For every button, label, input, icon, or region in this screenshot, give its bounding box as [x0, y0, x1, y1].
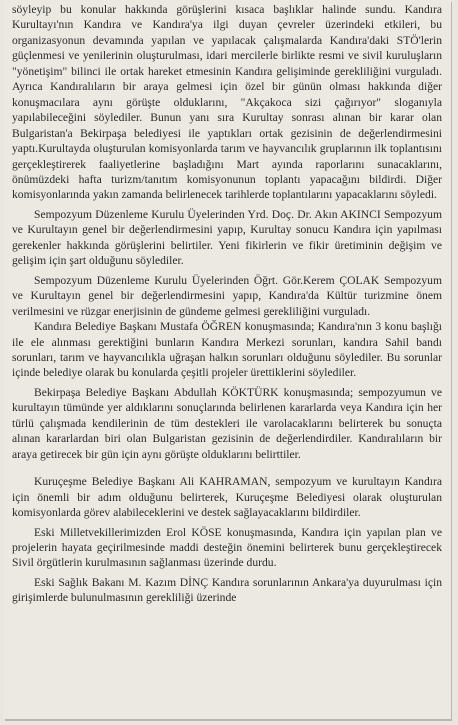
document-page: [4, 0, 451, 719]
paragraph-colak: Sempozyum Düzenleme Kurulu Üyelerinden Öğrt. Gör.Kerem ÇOLAK Sempozyum ve Kurultayın genel bir değerlendirmesini yapıp, Kandıra'da Kültür turizmine önem verilmesini ve rüzgar enerjisinin de gündeme gelmesi gerekliliğini vurguladı.: [12, 273, 442, 318]
article-body: [4, 0, 451, 606]
paragraph-kokturk: Bekirpaşa Belediye Başkanı Abdullah KÖKTÜRK konuşmasında; sempozyumun ve kurultayın tümünde yer aldıklarını sonuçlarında belirlenen kararlarda veya Kandıra için her türlü çalışmada kendilerinin de tüm destekleri ile varolacaklarını belirterek bu sonuçta alınan kararlardan biri olan Bulgaristan gezisinin de değerlendirdiler. Kandıralıların bir araya getirecek bir gün için aynı görüşte olduklarını belirttiler.: [12, 385, 442, 461]
paragraph-akinci: Sempozyum Düzenleme Kurulu Üyelerinden Yrd. Doç. Dr. Akın AKINCI Sempozyum ve Kurultayın genel bir değerlendirmesini yapıp, Kurultay sonucu Kandıra için yapılması gerekenler hakkında görüşlerini belirtiler. Yeni fikirlerin ve fikir üretiminin değişim ve gelişim için şart olduğunu söylediler.: [12, 207, 442, 268]
paragraph-kurultay-summary: söyleyip bu konular hakkında görüşlerini kısaca başlıklar halinde sundu. Kandıra Kurultayı'nın Kandıra ve Kandıra'ya ilgi duyan çevreler üzerindeki etkileri, bu organizasyonun devamında yapılan ve yapılacak çalışmalarda Kandıra'daki STÖ'lerin güçlenmesi ve yenilerinin oluşturulması, idari mercilerle birlikte resmi ve sivil kuruluşların "yönetişim" bilinci ile ortak hareket etmesinin Kandıra gelişiminde gerekliliğini vurguladı. Ayrıca Kandıralıların bir araya gelmesi için özel bir günün olması hakkında diğer konuşmacılara aynı görüşte olduklarını, "Akçakoca sizi çağırıyor" sloganıyla yapılabileceğini söylediler. Bunun yanı sıra Kurultay sonrası alınan bir karar olan Bulgaristan'a Bekirpaşa belediyesi ile yaptıkları ortak gezisinin de değerlendirmesini yaptı.Kurultayda oluşturulan komisyonlarda tarım ve hayvancılık gruplarının ilk toplantısını gerçekleştirerek faaliyetlerine başladığını Mart ayında raporlarını sunacaklarını, önümüzdeki hafta turizm/tanıtım komisyonunun toplantı yapacağını bildirdi. Diğer komisyonlarında yakın zamanda belirlenecek tarihlerde toplantılarını yapacaklarını söyledi.: [12, 3, 442, 202]
paragraph-ogren: Kandıra Belediye Başkanı Mustafa ÖĞREN konuşmasında; Kandıra'nın 3 konu başlığı ile ele alınması gerektiğini bunların Kandıra Merkezi sorunları, kandıra Sahil bandı sorunları, tarım ve hayvancılıkla uğraşan halkın sorunları olduğunu söylediler. Bu sorunlar içinde belediye olarak bu konularda çeşitli projeler ürettiklerini söylediler.: [12, 320, 442, 380]
paragraph-kahraman: Kuruçeşme Belediye Başkanı Ali KAHRAMAN, sempozyum ve kurultayın Kandıra için önemli bir adım olduğunu belirterek, Kuruçeşme Belediyesi olarak oluşturulan komisyonlarda görev alabileceklerini ve destek sağlayacaklarını bildirdiler.: [12, 475, 442, 520]
paragraph-kose: Eski Milletvekillerimizden Erol KÖSE konuşmasında, Kandıra için yapılan plan ve projelerin hayata geçirilmesinde maddi desteğin önemini belirterek bunu gerçekleştirecek Sivil örgütlerin kurulmasının sağlanması üzerinde durdu.: [12, 525, 442, 570]
paragraph-dinc: Eski Sağlık Bakanı M. Kazım DİNÇ Kandıra sorunlarının Ankara'ya duyurulması için girişimlerde bulunulmasının gerekliliği üzerinde: [12, 575, 442, 605]
